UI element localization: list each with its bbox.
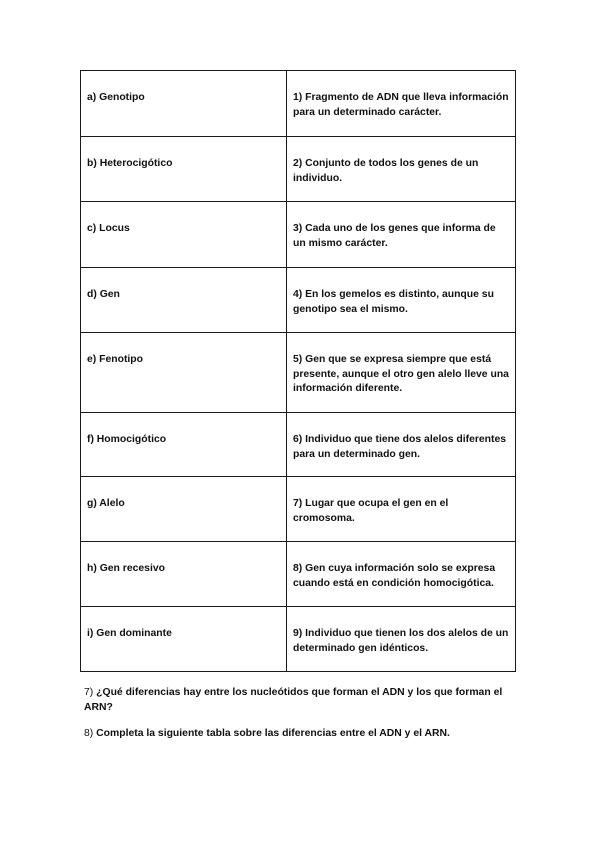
definition-cell: 7) Lugar que ocupa el gen en el cromosoma. [287, 477, 516, 542]
table-row [81, 413, 516, 477]
term-cell: f) Homocigótico [81, 413, 287, 477]
term-cell: d) Gen [81, 268, 287, 333]
matching-table [80, 70, 516, 672]
definition-cell: 2) Conjunto de todos los genes de un individuo. [287, 137, 516, 202]
definition-cell: 1) Fragmento de ADN que lleva información para un determinado carácter. [287, 71, 516, 137]
definition-cell: 4) En los gemelos es distinto, aunque su genotipo sea el mismo. [287, 268, 516, 333]
question-7 [84, 686, 524, 715]
question-8 [84, 727, 524, 742]
term-cell: h) Gen recesivo [81, 542, 287, 607]
term-cell: g) Alelo [81, 477, 287, 542]
definition-cell: 9) Individuo que tienen los dos alelos de un determinado gen idénticos. [287, 607, 516, 672]
table-row [81, 202, 516, 268]
table-row [81, 477, 516, 542]
question-text: Completa la siguiente tabla sobre las diferencias entre el ADN y el ARN. [96, 728, 450, 739]
definition-cell: 5) Gen que se expresa siempre que está presente, aunque el otro gen alelo lleve una información diferente. [287, 333, 516, 413]
question-number: 7) [84, 687, 94, 698]
definition-cell: 6) Individuo que tiene dos alelos diferentes para un determinado gen. [287, 413, 516, 477]
table-row [81, 333, 516, 413]
term-cell: i) Gen dominante [81, 607, 287, 672]
term-cell: a) Genotipo [81, 71, 287, 137]
table-row [81, 137, 516, 202]
question-text: ¿Qué diferencias hay entre los nucleótidos que forman el ADN y los que forman el ARN? [84, 687, 503, 713]
term-cell: e) Fenotipo [81, 333, 287, 413]
table-row [81, 607, 516, 672]
definition-cell: 3) Cada uno de los genes que informa de un mismo carácter. [287, 202, 516, 268]
table-row [81, 542, 516, 607]
term-cell: b) Heterocigótico [81, 137, 287, 202]
question-number: 8) [84, 728, 94, 739]
table-row [81, 71, 516, 137]
term-cell: c) Locus [81, 202, 287, 268]
table-row [81, 268, 516, 333]
definition-cell: 8) Gen cuya información solo se expresa cuando está en condición homocigótica. [287, 542, 516, 607]
